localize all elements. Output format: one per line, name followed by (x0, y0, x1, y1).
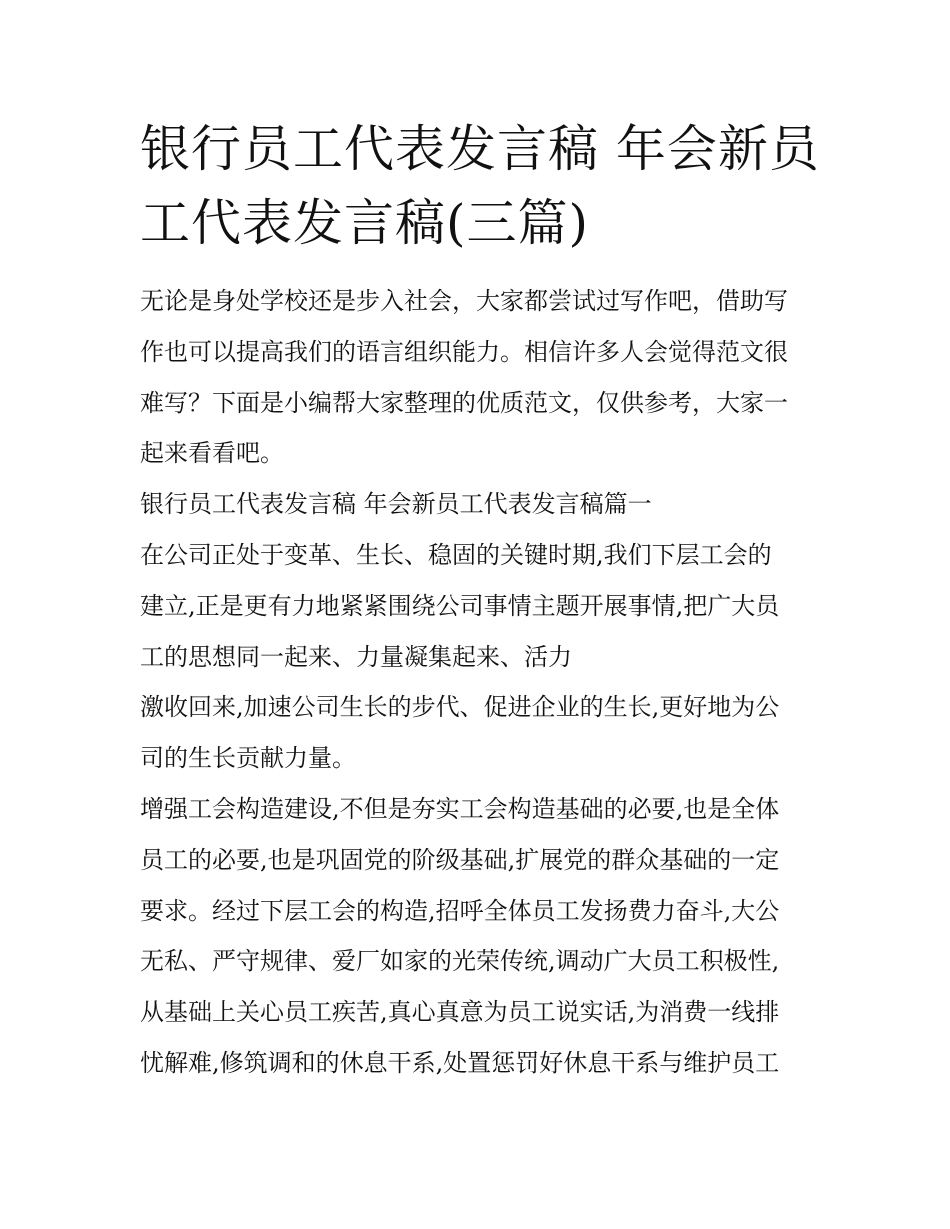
body-paragraph-line: 增强工会构造建设,不但是夯实工会构造基础的必要,也是全体 (140, 794, 780, 823)
intro-paragraph-line: 作也可以提高我们的语言组织能力。相信许多人会觉得范文很 (140, 337, 788, 366)
intro-paragraph-line: 无论是身处学校还是步入社会，大家都尝试过写作吧，借助写 (140, 287, 788, 315)
section-heading: 银行员工代表发言稿 年会新员工代表发言稿篇一 (140, 490, 652, 519)
body-paragraph-line: 从基础上关心员工疾苦,真心真意为员工说实话,为消费一线排 (140, 998, 780, 1027)
intro-paragraph-line: 难写？下面是小编帮大家整理的优质范文，仅供参考，大家一 (140, 388, 788, 417)
body-paragraph-line: 员工的必要,也是巩固党的阶级基础,扩展党的群众基础的一定 (140, 845, 780, 874)
body-paragraph-line: 工的思想同一起来、力量凝集起来、活力 (140, 642, 572, 671)
body-paragraph-line: 在公司正处于变革、生长、稳固的关键时期,我们下层工会的 (140, 540, 772, 569)
body-paragraph-line: 无私、严守规律、爱厂如家的光荣传统,调动广大员工积极性, (140, 947, 780, 976)
body-paragraph-line: 司的生长贡献力量。 (140, 744, 356, 773)
document-title (140, 112, 820, 260)
body-paragraph-line: 忧解难,修筑调和的休息干系,处置惩罚好休息干系与维护员工 (140, 1048, 780, 1077)
body-paragraph-line: 要求。经过下层工会的构造,招呼全体员工发扬费力奋斗,大公 (140, 896, 780, 925)
title-line: 银行员工代表发言稿 年会新员 (140, 120, 820, 178)
body-paragraph-line: 建立,正是更有力地紧紧围绕公司事情主题开展事情,把广大员 (140, 591, 780, 620)
intro-paragraph-line: 起来看看吧。 (140, 439, 284, 468)
title-line: 工代表发言稿(三篇) (140, 194, 590, 252)
document-body (140, 280, 820, 1093)
body-paragraph-line: 激收回来,加速公司生长的步代、促进企业的生长,更好地为公 (140, 693, 780, 722)
